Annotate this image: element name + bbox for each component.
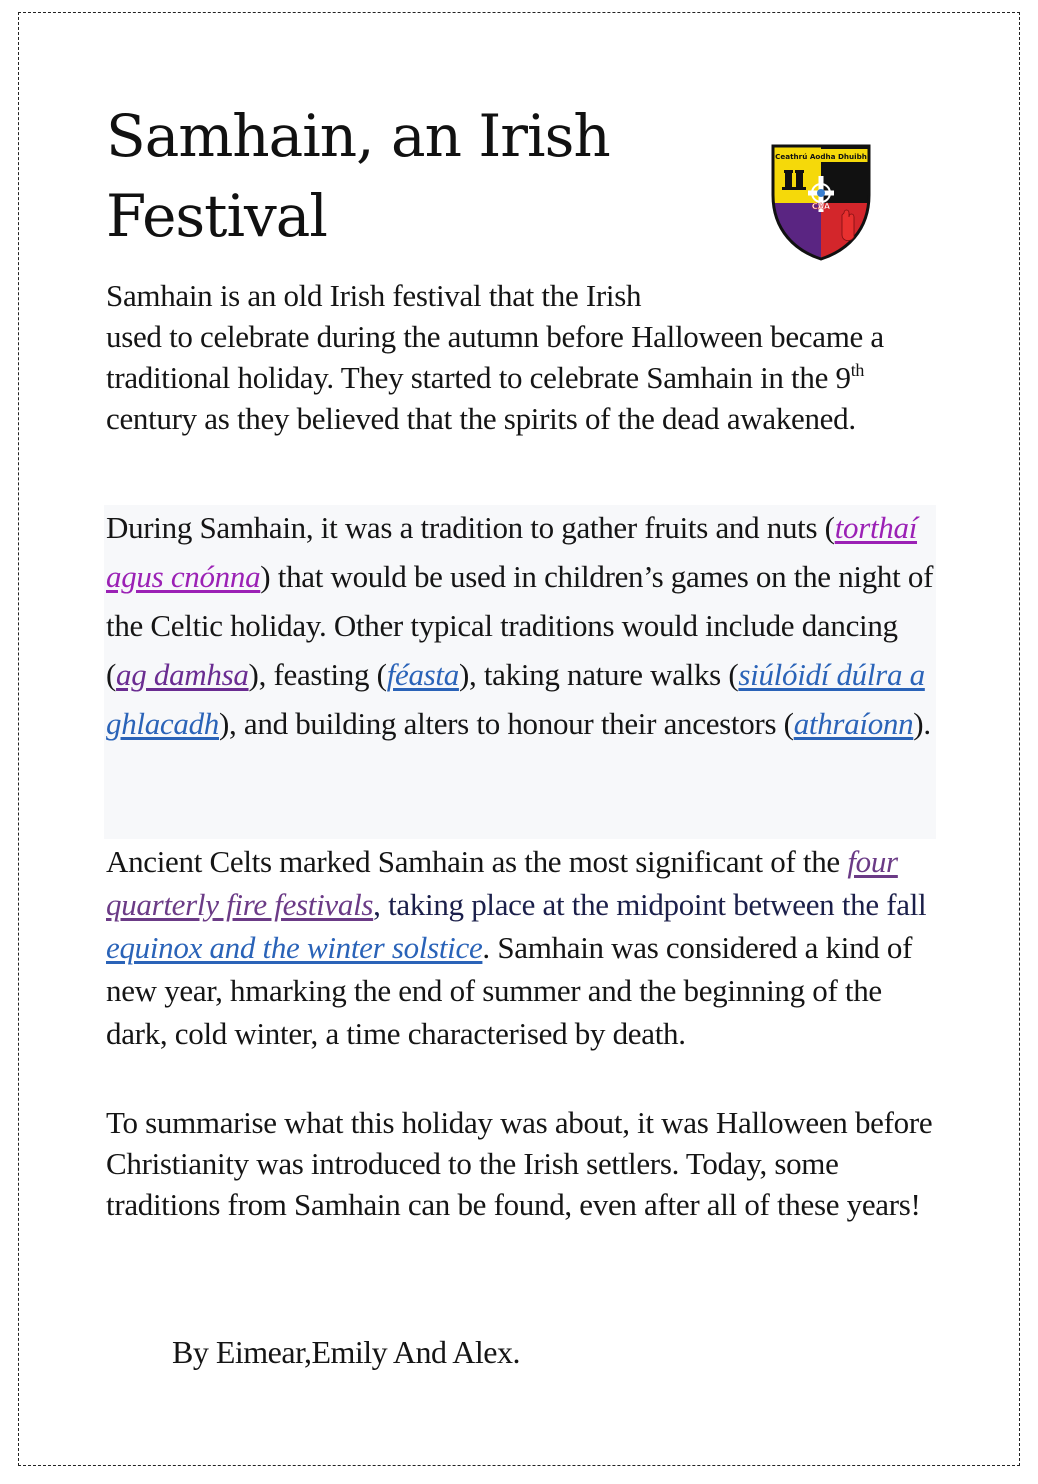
crest-banner-text: Ceathrú Aodha Dhuibh (775, 152, 867, 161)
intro-text-end: century as they believed that the spirits of the dead awakened. (106, 401, 856, 436)
gaelic-term-link[interactable]: torthaí agus cnónna (106, 510, 918, 594)
gaelic-term-link[interactable]: féasta (386, 657, 459, 692)
page-title: Samhain, an Irish Festival (106, 102, 610, 250)
fire-festivals-link[interactable]: four quarterly fire festivals (106, 844, 898, 922)
traditions-text: During Samhain, it was a tradition to gather fruits and nuts ( (106, 510, 835, 545)
traditions-paragraph (106, 503, 936, 748)
celts-text: . Samhain was considered a kind of new year, hmarking the end of summer and the beginning of the dark, cold winter, a time characterised by death. (106, 930, 913, 1051)
traditions-text: ), taking nature walks ( (458, 657, 739, 692)
traditions-text: ) that would be used in children’s games on the night of the Celtic holiday. Other typical traditions would include dancing ( (106, 559, 934, 692)
crest-purple-quarter (770, 203, 821, 261)
intro-paragraph (106, 275, 936, 439)
summary-paragraph: To summarise what this holiday was about, it was Halloween before Christianity was introduced to the Irish settlers. Today, some traditions from Samhain can be found, even after all of these years! (106, 1105, 933, 1222)
gaelic-term-link[interactable]: athraíonn (793, 706, 914, 741)
intro-line-1: Samhain is an old Irish festival that the Irish (106, 278, 642, 313)
celts-text: , taking place at the midpoint between the fall (373, 887, 927, 922)
traditions-text: ), and building alters to honour their ancestors ( (218, 706, 794, 741)
celts-paragraph (106, 840, 936, 1055)
crest-initials: CAA (811, 202, 831, 211)
gaelic-term-link[interactable]: siúlóidí dúlra a ghlacadh (106, 657, 925, 741)
club-crest-logo (770, 143, 872, 261)
byline: By Eimear,Emily And Alex. (172, 1334, 520, 1370)
traditions-text: ), feasting ( (248, 657, 387, 692)
gaelic-term-link[interactable]: ag damhsa (116, 657, 249, 692)
red-hand-icon (842, 210, 854, 241)
equinox-solstice-link[interactable]: equinox and the winter solstice (106, 930, 483, 965)
intro-text: used to celebrate during the autumn before Halloween became a traditional holiday. They started to celebrate Samhain in the 9 (106, 319, 884, 395)
ordinal-suffix: th (850, 360, 865, 380)
celts-text: Ancient Celts marked Samhain as the most significant of the (106, 844, 848, 879)
traditions-text: ). (913, 706, 931, 741)
